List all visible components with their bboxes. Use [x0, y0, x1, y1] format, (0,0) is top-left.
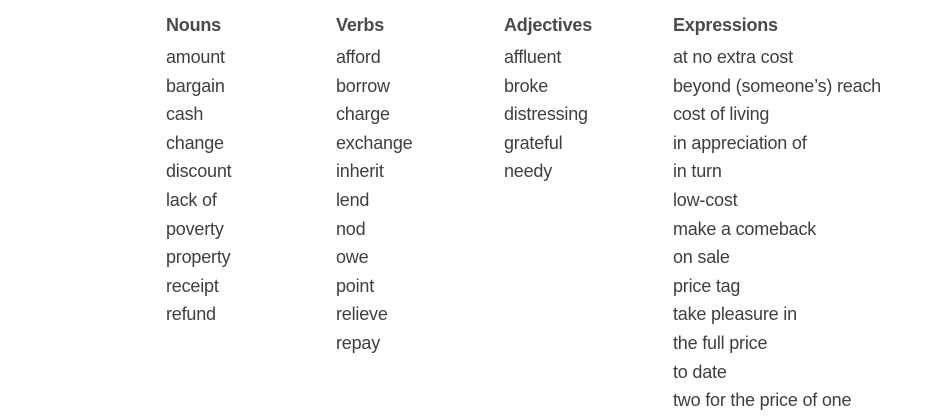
nouns-list — [166, 43, 231, 329]
adjectives-list — [504, 43, 592, 186]
adjective-item: affluent — [504, 47, 562, 67]
noun-item: bargain — [166, 75, 225, 96]
noun-item: poverty — [166, 218, 224, 239]
verbs-list — [336, 43, 412, 358]
expression-item: to date — [673, 361, 727, 382]
adjective-item: broke — [504, 75, 549, 96]
verb-item: relieve — [336, 304, 388, 325]
verb-item: owe — [336, 247, 369, 268]
verb-item: charge — [336, 104, 390, 125]
expression-item: make a comeback — [673, 218, 817, 239]
verb-item: borrow — [336, 75, 390, 96]
adjective-item: distressing — [504, 104, 588, 125]
expression-item: in turn — [673, 161, 722, 182]
adjectives-heading: Adjectives — [504, 15, 593, 35]
verb-item: nod — [336, 218, 366, 239]
expression-item: low-cost — [673, 189, 738, 210]
nouns-column — [166, 14, 231, 329]
expression-item: the full price — [673, 332, 768, 353]
verb-item: point — [336, 275, 375, 296]
adjectives-column — [504, 14, 592, 186]
noun-item: amount — [166, 47, 225, 67]
verb-item: repay — [336, 332, 381, 353]
noun-item: property — [166, 247, 231, 268]
verb-item: inherit — [336, 161, 384, 182]
expression-item: in appreciation of — [673, 132, 807, 153]
noun-item: discount — [166, 161, 232, 182]
expressions-heading: Expressions — [673, 15, 778, 35]
verb-item: exchange — [336, 132, 413, 153]
expression-item: price tag — [673, 275, 741, 296]
expression-item: at no extra cost — [673, 47, 793, 67]
expression-item: cost of living — [673, 104, 770, 125]
adjective-item: grateful — [504, 132, 563, 153]
expressions-column — [673, 14, 881, 415]
expressions-list — [673, 43, 881, 415]
noun-item: receipt — [166, 275, 219, 296]
noun-item: lack of — [166, 189, 217, 210]
noun-item: refund — [166, 304, 216, 325]
noun-item: cash — [166, 104, 204, 125]
nouns-heading: Nouns — [166, 15, 221, 35]
adjective-item: needy — [504, 161, 553, 182]
verb-item: lend — [336, 189, 370, 210]
expression-item: take pleasure in — [673, 304, 797, 325]
noun-item: change — [166, 132, 224, 153]
verb-item: afford — [336, 47, 381, 67]
expression-item: beyond (someone’s) reach — [673, 75, 881, 96]
expression-item: on sale — [673, 247, 730, 268]
verbs-column — [336, 14, 412, 358]
expression-item: two for the price of one — [673, 390, 852, 411]
verbs-heading: Verbs — [336, 15, 385, 35]
